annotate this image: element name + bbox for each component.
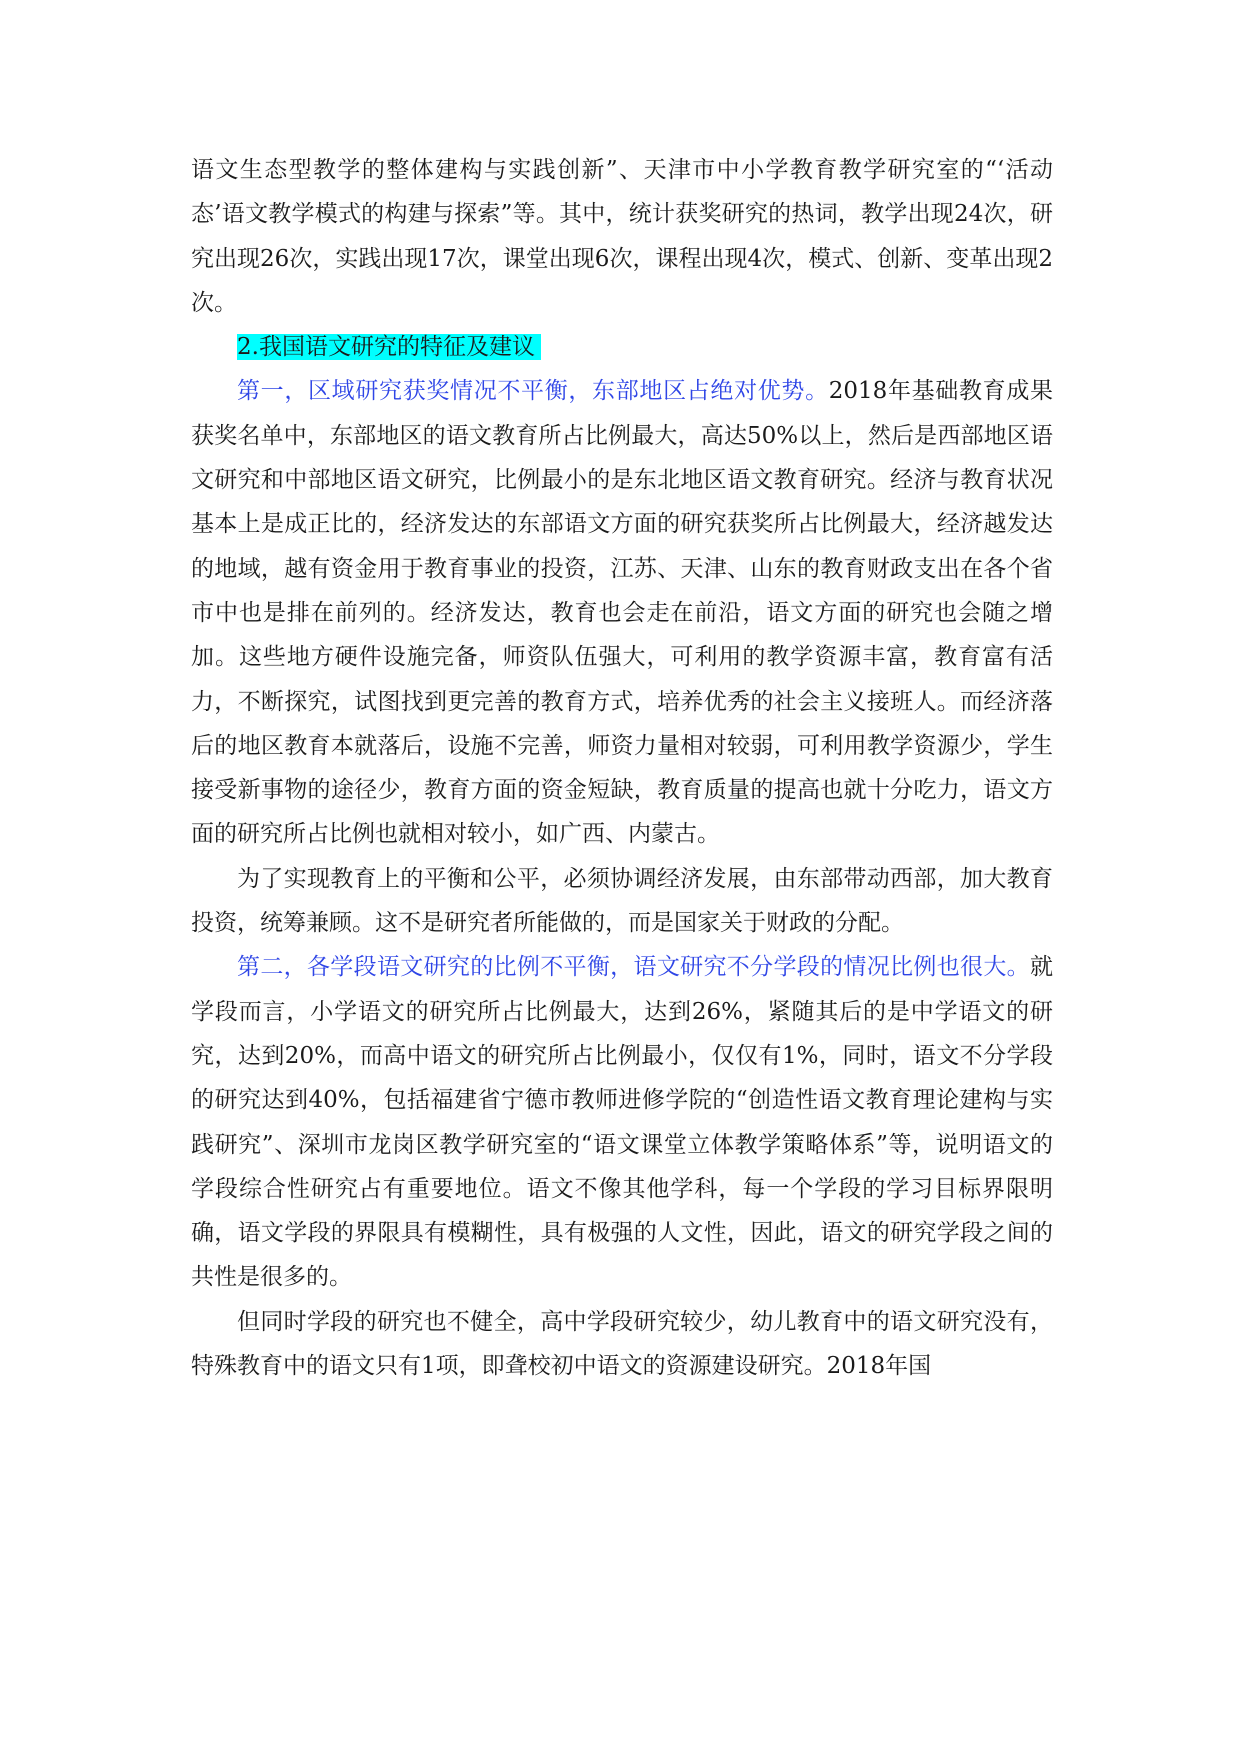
document-body xyxy=(191,148,1053,1388)
paragraph-text: 2018年基础教育成果获奖名单中，东部地区的语文教育所占比例最大，高达50%以上，然后是西部地区语文研究和中部地区语文研究，比例最小的是东北地区语文教育研究。经济与教育状况基本上是成正比的，经济发达的东部语文方面的研究获奖所占比例最大，经济越发达的地域，越有资金用于教育事业的投资，江苏、天津、山东的教育财政支出在各个省市中也是排在前列的。经济发达，教育也会走在前沿，语文方面的研究也会随之增加。这些地方硬件设施完备，师资队伍强大，可利用的教学资源丰富，教育富有活力，不断探究，试图找到更完善的教育方式，培养优秀的社会主义接班人。而经济落后的地区教育本就落后，设施不完善，师资力量相对较弱，可利用教学资源少，学生接受新事物的途径少，教育方面的资金短缺，教育质量的提高也就十分吃力，语文方面的研究所占比例也就相对较小，如广西、内蒙古。 xyxy=(191,378,1053,848)
emphasis-lead-sentence: 第一，区域研究获奖情况不平衡，东部地区占绝对优势。 xyxy=(237,378,829,405)
section-heading-row xyxy=(191,325,1053,369)
section-heading: 2.我国语文研究的特征及建议 xyxy=(237,334,541,360)
paragraph-continuation xyxy=(191,148,1053,325)
paragraph-text: 就学段而言，小学语文的研究所占比例最大，达到26%，紧随其后的是中学语文的研究，达到20%，而高中语文的研究所占比例最小，仅仅有1%，同时，语文不分学段的研究达到40%，包括福建省宁德市教师进修学院的“创造性语文教育理论建构与实践研究”、深圳市龙岗区教学研究室的“语文课堂立体教学策略体系”等，说明语文的学段综合性研究占有重要地位。语文不像其他学科，每一个学段的学习目标界限明确，语文学段的界限具有模糊性，具有极强的人文性，因此，语文的研究学段之间的共性是很多的。 xyxy=(191,954,1053,1291)
paragraph-stage-gaps xyxy=(191,1300,1053,1389)
paragraph-regional xyxy=(191,369,1053,856)
paragraph-balance xyxy=(191,857,1053,946)
paragraph-text: 为了实现教育上的平衡和公平，必须协调经济发展，由东部带动西部，加大教育投资，统筹兼顾。这不是研究者所能做的，而是国家关于财政的分配。 xyxy=(191,865,1053,937)
paragraph-text: 但同时学段的研究也不健全，高中学段研究较少，幼儿教育中的语文研究没有，特殊教育中的语文只有1项，即聋校初中语文的资源建设研究。2018年国 xyxy=(191,1308,1053,1380)
paragraph-text: 语文生态型教学的整体建构与实践创新”、天津市中小学教育教学研究室的“‘活动态’语文教学模式的构建与探索”等。其中，统计获奖研究的热词，教学出现24次，研究出现26次，实践出现17次，课堂出现6次，课程出现4次，模式、创新、变革出现2次。 xyxy=(191,157,1053,316)
emphasis-lead-sentence: 第二，各学段语文研究的比例不平衡，语文研究不分学段的情况比例也很大。 xyxy=(237,954,1030,981)
paragraph-school-stage xyxy=(191,945,1053,1299)
